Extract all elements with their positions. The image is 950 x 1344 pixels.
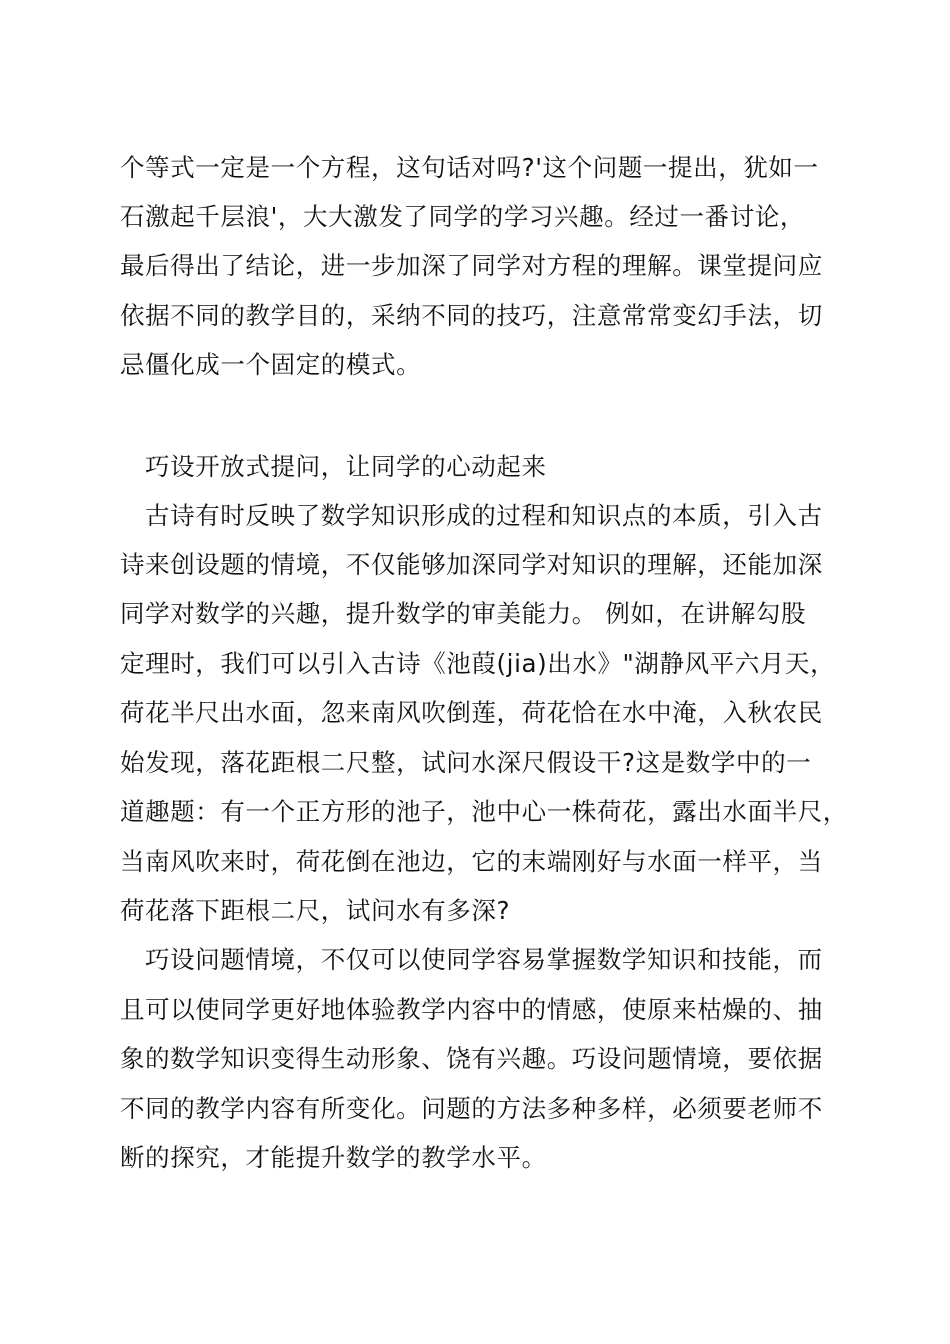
- text-line: 巧设问题情境，不仅可以使同学容易掌握数学知识和技能，而: [145, 945, 823, 974]
- text-line: 不同的教学内容有所变化。问题的方法多种多样，必须要老师不: [120, 1094, 823, 1123]
- text-line: 石激起千层浪'，大大激发了同学的学习兴趣。经过一番讨论，: [120, 202, 806, 231]
- text-line: 定理时，我们可以引入古诗《池葭(jia)出水》"湖静风平六月天，: [120, 649, 836, 678]
- text-line: 始发现，落花距根二尺整，试问水深尺假设干?这是数学中的一: [120, 748, 812, 777]
- text-line: 古诗有时反映了数学知识形成的过程和知识点的本质，引入古: [145, 501, 823, 530]
- text-line: 断的探究，才能提升数学的教学水平。: [120, 1143, 547, 1172]
- text-line: 且可以使同学更好地体验教学内容中的情感，使原来枯燥的、抽: [120, 995, 823, 1024]
- text-line: 同学对数学的兴趣，提升数学的审美能力。 例如，在讲解勾股: [120, 599, 807, 628]
- text-line: 荷花落下距根二尺，试问水有多深?: [120, 896, 511, 925]
- text-line: 最后得出了结论，进一步加深了同学对方程的理解。课堂提问应: [120, 251, 823, 280]
- text-line: 道趣题：有一个正方形的池子，池中心一株荷花，露出水面半尺，: [120, 797, 848, 826]
- text-line: 荷花半尺出水面，忽来南风吹倒莲，荷花恰在水中淹，入秋农民: [120, 698, 823, 727]
- text-line: 当南风吹来时，荷花倒在池边，它的末端刚好与水面一样平，当: [120, 847, 823, 876]
- text-line: 依据不同的教学目的，采纳不同的技巧，注意常常变幻手法，切: [120, 301, 823, 330]
- text-line: 象的数学知识变得生动形象、饶有兴趣。巧设问题情境，要依据: [120, 1044, 823, 1073]
- text-line: 诗来创设题的情境，不仅能够加深同学对知识的理解，还能加深: [120, 550, 823, 579]
- text-line: 忌僵化成一个固定的模式。: [120, 350, 422, 379]
- text-line: 个等式一定是一个方程，这句话对吗?'这个问题一提出，犹如一: [120, 153, 819, 182]
- section-heading: 巧设开放式提问，让同学的心动起来: [145, 452, 547, 481]
